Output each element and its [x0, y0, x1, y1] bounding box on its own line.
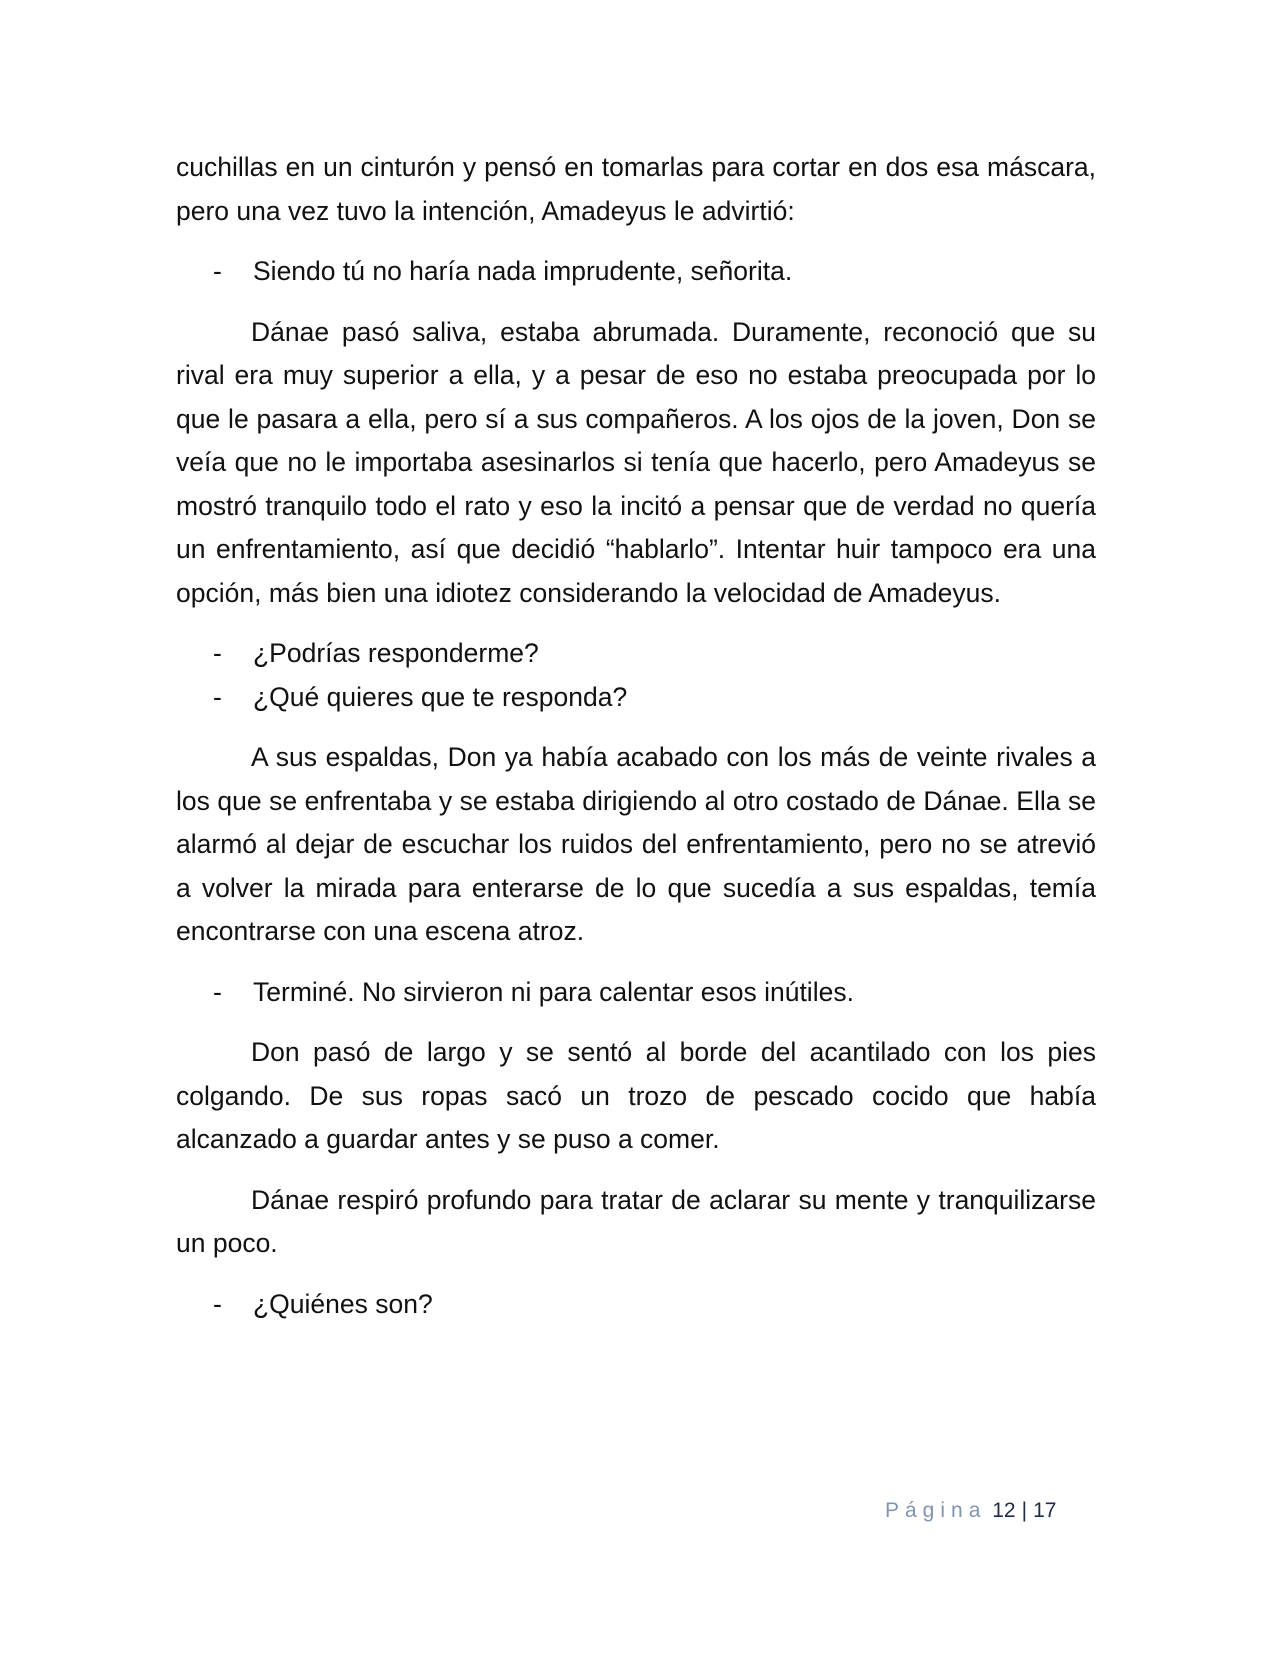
paragraph-5: Dánae respiró profundo para tratar de aclarar su mente y tranquilizarse un poco. — [176, 1184, 1096, 1258]
paragraph-3: A sus espaldas, Don ya había acabado con los más de veinte rivales a los que se enfrentaba y se estaba dirigiendo al otro costado de Dánae. Ella se alarmó al dejar de escuchar los ruidos del enfrentamiento, pero no se atrevió a volver la mirada para enterarse de lo que sucedía a sus espaldas, temía encontrarse con una escena atroz. — [176, 742, 1096, 946]
page-label: Página — [885, 1499, 987, 1522]
page-footer — [885, 1499, 1056, 1523]
dialogue-group-2 — [176, 632, 1096, 719]
paragraph-1: cuchillas en un cinturón y pensó en tomarlas para cortar en dos esa máscara, pero una vez tuvo la intención, Amadeyus le advirtió: — [176, 152, 1096, 226]
dialogue-group-4 — [176, 1283, 1096, 1327]
page-body — [176, 146, 1096, 1343]
dialogue-dash: - — [213, 976, 222, 1007]
dialogue-text: ¿Qué quieres que te responda? — [253, 681, 628, 712]
paragraph-4: Don pasó de largo y se sentó al borde del acantilado con los pies colgando. De sus ropas sacó un trozo de pescado cocido que había alcanzado a guardar antes y se puso a comer. — [176, 1037, 1096, 1154]
dialogue-dash: - — [213, 681, 222, 712]
dialogue-line-1 — [176, 250, 1096, 294]
page-current-number: 12 — [992, 1499, 1016, 1522]
dialogue-text: Siendo tú no haría nada imprudente, señorita. — [253, 256, 793, 286]
dialogue-line-5 — [176, 1283, 1096, 1327]
dialogue-group-3 — [176, 971, 1096, 1015]
dialogue-text: ¿Podrías responderme? — [253, 638, 539, 668]
dialogue-group-1 — [176, 250, 1096, 294]
dialogue-dash: - — [213, 638, 222, 668]
page-total-number: 17 — [1033, 1499, 1057, 1522]
dialogue-line-4 — [176, 971, 1096, 1015]
dialogue-text: Terminé. No sirvieron ni para calentar esos inútiles. — [253, 976, 854, 1007]
dialogue-dash: - — [213, 256, 222, 286]
dialogue-text: ¿Quiénes son? — [253, 1288, 433, 1319]
dialogue-line-2 — [176, 632, 1096, 676]
paragraph-2: Dánae pasó saliva, estaba abrumada. Duramente, reconoció que su rival era muy superior a ella, y a pesar de eso no estaba preocupada por lo que le pasara a ella, pero sí a sus compañeros. A los ojos de la joven, Don se veía que no le importaba asesinarlos si tenía que hacerlo, pero Amadeyus se mostró tranquilo todo el rato y eso la incitó a pensar que de verdad no quería un enfrentamiento, así que decidió “hablarlo”. Intentar huir tampoco era una opción, más bien una idiotez considerando la velocidad de Amadeyus. — [176, 316, 1096, 608]
page-separator: | — [1021, 1499, 1028, 1522]
dialogue-line-3 — [176, 676, 1096, 720]
dialogue-dash: - — [213, 1288, 222, 1319]
